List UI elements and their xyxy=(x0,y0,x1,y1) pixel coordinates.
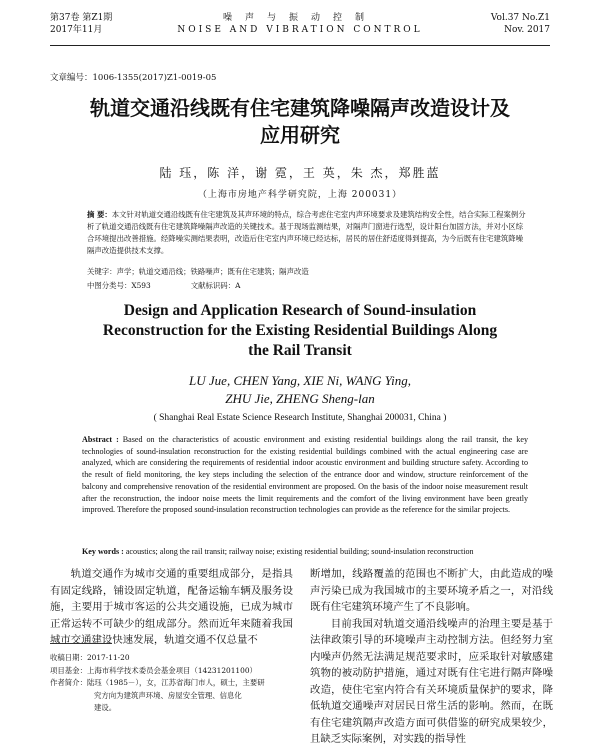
chinese-affiliation: （上海市房地产科学研究院，上海 200031） xyxy=(197,190,403,200)
header-volume: 第37卷 第Z1期 xyxy=(50,13,113,23)
received-date: 收稿日期：2017-11-20 xyxy=(50,653,130,662)
clc-number: 中图分类号：X593 xyxy=(87,281,151,290)
body-paragraph: 断增加，线路覆盖的范围也不断扩大，由此造成的噪声污染已成为我国城市的主要环境矛盾之一，对沿线既有住宅建筑环境产生了不良影响。 xyxy=(310,568,553,613)
header-rule xyxy=(50,45,550,46)
body-column-right xyxy=(310,566,553,745)
english-abstract xyxy=(82,434,528,516)
author-bio-cont: 建设。 xyxy=(94,703,117,712)
header-volume-en: Vol.37 No.Z1 xyxy=(490,13,550,23)
english-keywords-text: acoustics; along the rail transit; railway noise; existing residential building; sound-insulation reconstruction xyxy=(125,547,474,556)
english-authors-line: ZHU Jie, ZHENG Sheng-lan xyxy=(225,391,375,406)
chinese-keywords-label: 关键字： xyxy=(87,267,117,276)
english-title xyxy=(60,301,540,361)
english-abstract-text: Based on the characteristics of acoustic environment and existing residential buildings along the rail transit, the key technologies of sound-insulation reconstruction for the existing residential buildings combined with the actual engineering case are analyzed, which are considering the requirements of residential indoor acoustic environment and building structure safety. According to the result of field monitoring, the key steps including the selection of the entrance door and window, structure reinforcement of the balcony and comprehensive renovation of the residential environment are proposed. On the basis of the indoor noise measurement result after the reconstruction, the indoor noise meets the limit requirements and the comfort of the living environment have been greatly improved. Therefore the proposed sound-insulation reconstruction technologies can provide as the reference for the similar projects. xyxy=(82,435,528,515)
english-title-line: the Rail Transit xyxy=(248,342,352,359)
body-column-left xyxy=(50,566,293,646)
chinese-authors: 陆 珏，陈 洋，谢 霓，王 英，朱 杰，郑胜蓝 xyxy=(159,166,441,180)
author-bio: 作者简介：陆珏（1985－），女，江苏省海门市人，硕士，主要研 xyxy=(50,678,265,687)
english-keywords-label: Key words : xyxy=(82,547,126,556)
chinese-title-line: 应用研究 xyxy=(260,123,340,147)
chinese-abstract-text: 本文针对轨道交通沿线既有住宅建筑及其声环境的特点，综合考虑住宅室内声环境要求及建筑结构安全性，结合实际工程案例分析了轨道交通沿线既有住宅建筑降噪隔声改造的关键技术。基于现场监测结果，对隔声门窗进行选型，设计阳台加固方法，并对小区综合环境提出改善措施。经降噪实测结果表明，改造后住宅室内声环境已经达标，居民的居住舒适度得到提高，为今后既有住宅建筑降噪隔声改造提供技术支撑。 xyxy=(87,210,526,255)
chinese-abstract-label: 摘 要： xyxy=(87,210,112,219)
document-code: 文献标识码：A xyxy=(190,281,241,290)
chinese-title-line: 轨道交通沿线既有住宅建筑降噪隔声改造设计及 xyxy=(90,96,510,120)
english-affiliation: ( Shanghai Real Estate Science Research Institute, Shanghai 200031, China ) xyxy=(153,413,447,423)
english-authors xyxy=(0,372,600,408)
header-date-en: Nov. 2017 xyxy=(504,25,550,35)
header-journal xyxy=(50,12,550,36)
header-right xyxy=(491,12,550,36)
header-date: 2017年11月 xyxy=(50,25,103,35)
classification-row xyxy=(87,280,530,291)
chinese-title xyxy=(60,95,540,149)
english-abstract-label: Abstract : xyxy=(82,435,123,444)
english-authors-line: LU Jue, CHEN Yang, XIE Ni, WANG Ying, xyxy=(189,373,411,388)
body-paragraph: 目前我国对轨道交通沿线噪声的治理主要是基于法律政策引导的环境噪声主动控制方法。但经努力室内噪声仍然无法满足规范要求时，应采取针对敏感建筑物的被动防护措施，通过对既有住宅进行隔声降噪改造，使住宅室内符合有关环境质量保护的要求，降低轨道交通噪声对居民日常生活的影响。然而，在既有住宅建筑隔声改造方面可供借鉴的研究成果较少，且缺乏实际案例，对实践的指导性 xyxy=(310,617,553,745)
footnote xyxy=(50,652,295,715)
chinese-abstract xyxy=(87,209,530,257)
header-journal-cn: 噪声与振动控制 xyxy=(222,13,377,23)
english-title-line: Design and Application Research of Sound-insulation xyxy=(123,302,477,319)
chinese-keywords-text: 声学；轨道交通沿线；铁路噪声；既有住宅建筑；隔声改造 xyxy=(116,267,309,276)
english-title-line: Reconstruction for the Existing Residential Buildings Along xyxy=(102,322,498,339)
header-journal-en: NOISE AND VIBRATION CONTROL xyxy=(177,25,423,35)
chinese-keywords xyxy=(87,266,530,277)
english-keywords xyxy=(82,547,550,556)
running-header xyxy=(50,10,550,44)
body-paragraph: 轨道交通作为城市交通的重要组成部分，是指具有固定线路，铺设固定轨道，配备运输车辆及服务设施，主要用于城市客运的公共交通设施，已成为城市正常运转不可缺少的组成部分。然而近年来随着我国城市交通建设快速发展，轨道交通不仅总量不 xyxy=(50,568,293,646)
article-number: 文章编号：1006-1355(2017)Z1-0019-05 xyxy=(50,73,217,83)
footnote-rule xyxy=(50,643,112,644)
fund-info: 项目基金：上海市科学技术委员会基金项目（14231201100） xyxy=(50,665,257,675)
author-bio-cont: 究方向为建筑声环境、房屋安全管理、信息化 xyxy=(94,690,242,700)
